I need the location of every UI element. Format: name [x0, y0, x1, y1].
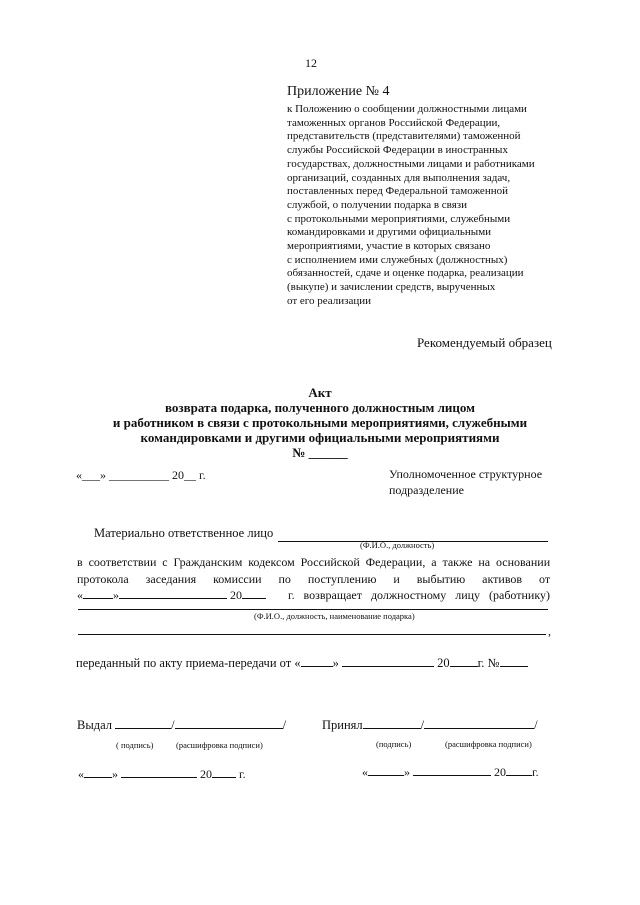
transfer-day-field[interactable] [301, 656, 333, 667]
word: а [431, 555, 437, 569]
appendix-line: представительств (представителями) таможенной [287, 130, 521, 143]
sample-label: Рекомендуемый образец [417, 335, 552, 350]
issued-label: Выдал [77, 718, 112, 732]
protocol-year-field[interactable] [242, 588, 266, 599]
appendix-line: к Положению о сообщении должностными лицами [287, 103, 527, 115]
issued-date [78, 767, 246, 782]
word: заседания [145, 572, 197, 586]
appendix-line: (выкупе) и зачислении средств, вырученных [287, 281, 496, 294]
appendix-line: организаций, созданных для выполнения задач, [287, 171, 511, 184]
appendix-line: службы Российской Федерации в иностранных [287, 144, 508, 157]
received-year-prefix: 20 [494, 765, 506, 779]
transfer-year-field[interactable] [450, 656, 478, 667]
appendix-line: с исполнением ими служебных (должностных) [287, 253, 508, 266]
body-line-1 [77, 555, 550, 570]
word: на [478, 555, 491, 569]
appendix-line: службой, о получении подарка в связи [287, 198, 467, 211]
act-date [76, 468, 206, 483]
received-sign-caption: (подпись) [376, 739, 412, 749]
authorized-unit [389, 466, 542, 498]
recipient-field-continued[interactable] [78, 634, 546, 635]
date-day-field[interactable]: ___ [82, 468, 100, 482]
word: выбытию [416, 572, 466, 586]
protocol-year-prefix: 20 [230, 588, 242, 602]
transfer-number-field[interactable] [500, 656, 528, 667]
word: в [77, 555, 83, 569]
word: протокола [77, 572, 129, 586]
word: активов [482, 572, 523, 586]
appendix-line: мероприятиями, участие в которых связано [287, 240, 491, 253]
act-subtitle-line: и работником в связи с протокольными мероприятиями, служебными [112, 415, 528, 430]
received-month-field[interactable] [413, 765, 491, 776]
page-number: 12 [305, 56, 317, 70]
date-year-field[interactable]: __ [184, 468, 196, 482]
issued-year-prefix: 20 [200, 767, 212, 781]
slash: / [171, 718, 175, 732]
act-header [0, 385, 640, 460]
word: г. [288, 588, 295, 602]
body-line-3-rest [288, 588, 550, 603]
issued-decode-field[interactable] [175, 718, 283, 729]
received-year-field[interactable] [506, 765, 532, 776]
received-day-field[interactable] [368, 765, 404, 776]
issued-year-field[interactable] [212, 767, 236, 778]
date-open-quote: « [76, 468, 82, 482]
received-decode-caption: (расшифровка подписи) [445, 739, 532, 749]
word: основании [495, 555, 551, 569]
date-close-quote: » [112, 767, 118, 781]
date-close-quote: » [100, 468, 106, 482]
received-date [362, 765, 539, 780]
slash: / [420, 718, 425, 732]
slash: / [282, 718, 287, 732]
word: от [539, 572, 551, 586]
appendix-line: поставленных перед Федеральной таможенной [287, 185, 508, 198]
word: комиссии [213, 572, 262, 586]
received-year-suffix: г. [532, 765, 539, 779]
slash: / [534, 718, 538, 732]
word: Федерации, [365, 555, 426, 569]
body-line-3-date [77, 588, 266, 603]
word: с [162, 555, 168, 569]
appendix-line: от его реализации [287, 294, 372, 307]
appendix-line: государствах, должностными лицами и работниками [287, 157, 535, 170]
responsible-person-label: Материально ответственное лицо [94, 526, 274, 540]
appendix-line: обязанностей, сдаче и оценке подарка, реализации [287, 267, 524, 280]
word: поступлению [307, 572, 377, 586]
recipient-field[interactable] [78, 609, 548, 610]
transfer-label: переданный по акту приема-передачи от « [76, 656, 301, 670]
date-month-field[interactable]: __________ [109, 468, 169, 482]
act-number-label: № [292, 445, 306, 460]
issued-month-field[interactable] [121, 767, 197, 778]
recipient-caption: (Ф.И.О., должность, наименование подарка) [254, 611, 415, 621]
protocol-month-field[interactable] [119, 588, 227, 599]
appendix-title: Приложение № 4 [287, 84, 390, 99]
transfer-row [76, 656, 528, 671]
issued-decode-caption: (расшифровка подписи) [176, 740, 263, 750]
appendix-line: командировками и другими официальными [287, 226, 492, 239]
protocol-day-field[interactable] [83, 588, 113, 599]
word: Гражданским [173, 555, 243, 569]
act-number [0, 445, 640, 460]
recipient-comma: , [548, 624, 551, 638]
issued-signature-field[interactable] [115, 718, 171, 729]
date-year-prefix: 20 [172, 468, 184, 482]
transfer-close-quote: » [332, 656, 339, 670]
received-decode-field[interactable] [424, 718, 534, 729]
transfer-suffix: г. № [477, 656, 500, 670]
date-close-quote: » [404, 765, 410, 779]
transfer-year-prefix: 20 [437, 656, 450, 670]
date-open-quote: « [77, 588, 83, 602]
authorized-unit-line: подразделение [389, 483, 464, 497]
word: кодексом [248, 555, 295, 569]
date-open-quote: « [362, 765, 368, 779]
body-line-2 [77, 572, 550, 587]
issued-year-suffix: г. [239, 767, 246, 781]
act-number-field[interactable]: ______ [308, 445, 348, 460]
act-title: Акт [308, 385, 332, 400]
act-subtitle-line: возврата подарка, полученного должностным лицом [164, 400, 475, 415]
date-open-quote: « [78, 767, 84, 781]
word: соответствии [88, 555, 157, 569]
authorized-unit-line: Уполномоченное структурное [389, 467, 543, 481]
issued-row [77, 718, 286, 733]
transfer-month-field[interactable] [342, 656, 434, 667]
appendix-description [287, 103, 587, 309]
issued-sign-caption: ( подпись) [116, 740, 154, 750]
word: Российской [300, 555, 360, 569]
word: должностному [370, 588, 447, 602]
word: также [442, 555, 473, 569]
word: и [393, 572, 400, 586]
received-signature-field[interactable] [363, 718, 421, 729]
received-label: Принял [322, 718, 363, 732]
date-close-quote: » [113, 588, 119, 602]
issued-day-field[interactable] [84, 767, 112, 778]
received-row [322, 718, 538, 733]
appendix-line: таможенных органов Российской Федерации, [287, 116, 501, 129]
responsible-person-caption: (Ф.И.О., должность) [360, 540, 435, 550]
word: по [278, 572, 291, 586]
word: возвращает [303, 588, 362, 602]
appendix-line: с протокольными мероприятиями, служебными [287, 212, 511, 225]
word: (работнику) [489, 588, 551, 602]
date-year-suffix: г. [199, 468, 206, 482]
word: лицу [455, 588, 481, 602]
act-subtitle-line: командировками и другими официальными мероприятиями [140, 430, 500, 445]
